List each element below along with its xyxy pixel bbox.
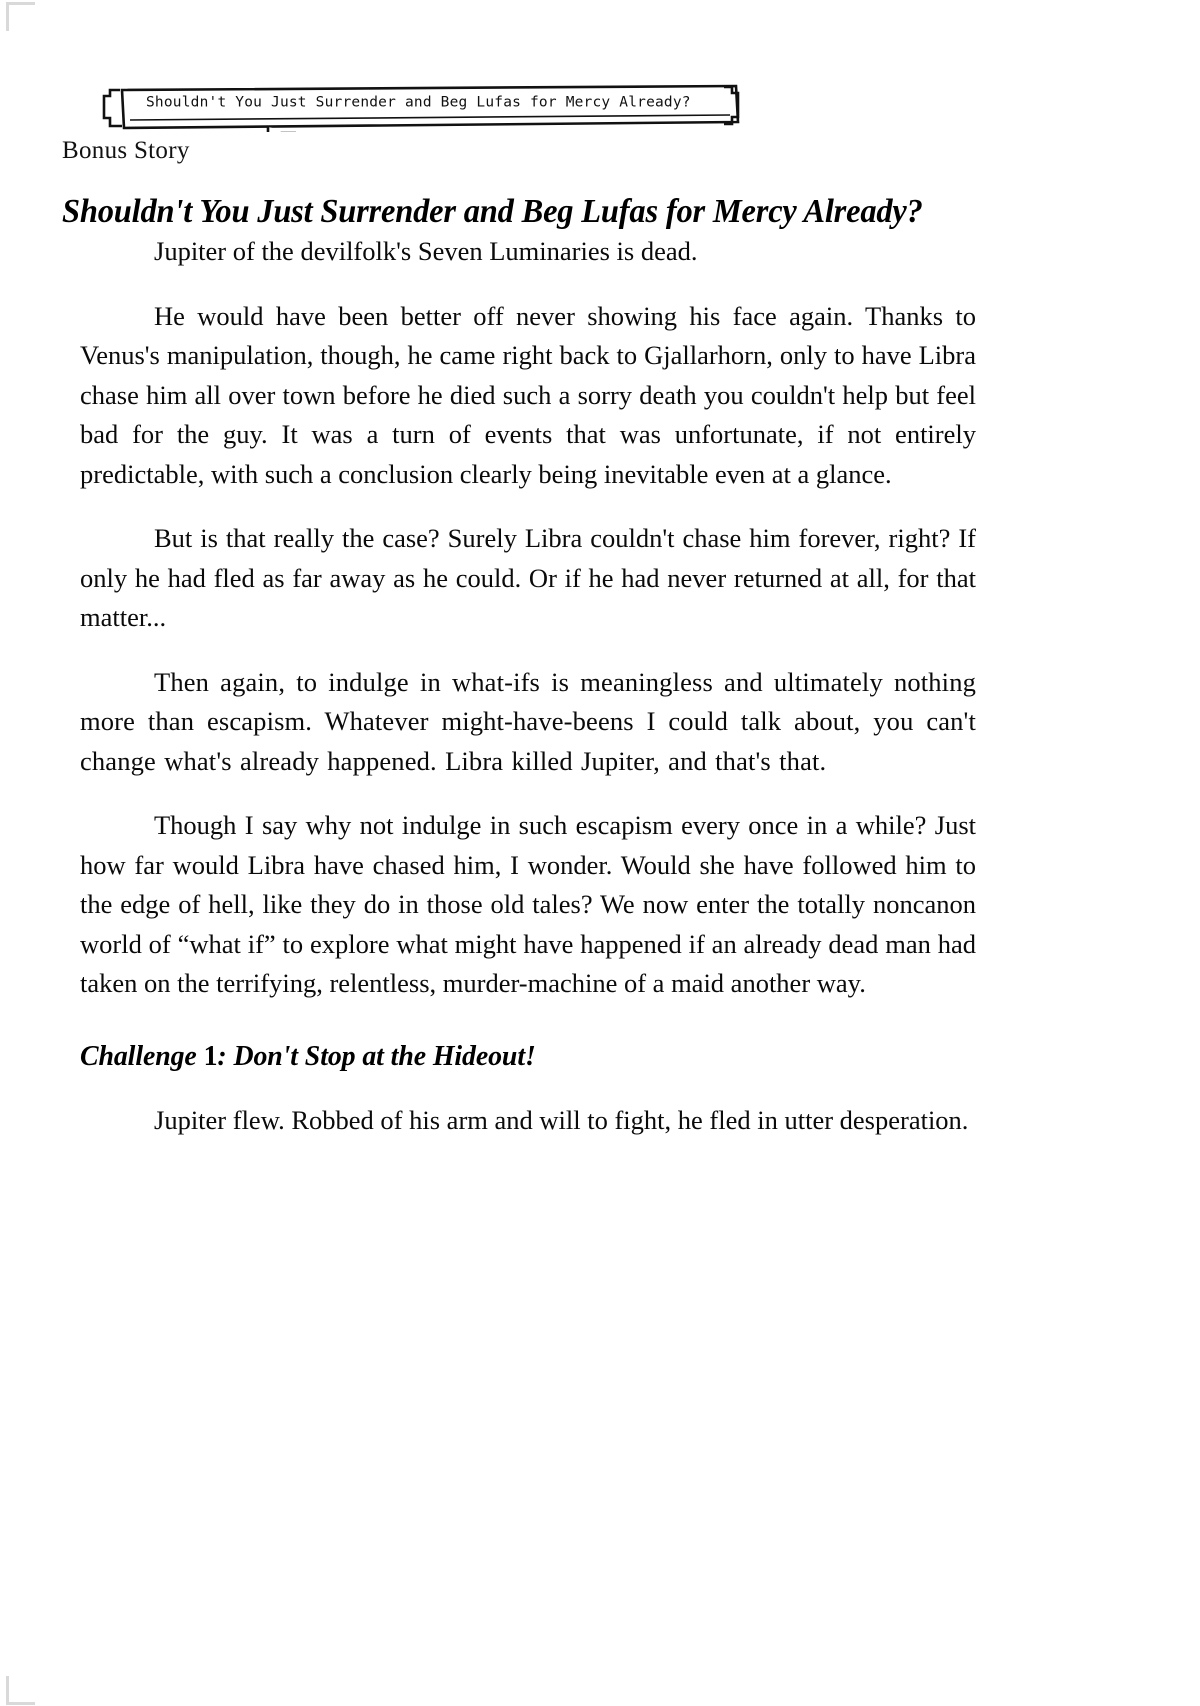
bonus-story-label: Bonus Story (62, 137, 190, 164)
body-paragraph: Jupiter flew. Robbed of his arm and will to fight, he fled in utter desperation. (154, 1104, 969, 1135)
crop-mark-bottom-left (6, 1676, 35, 1705)
page-title: Shouldn't You Just Surrender and Beg Lufas for Mercy Already? (62, 192, 923, 230)
challenge-heading (80, 1037, 940, 1075)
body-paragraph: He would have been better off never showing his face again. Thanks to Venus's manipulation, though, he came right back to Gjallarhorn, only to have Libra chase him all over town before he died such a sorry death you couldn't help but feel bad for the guy. It was a turn of events that was unfortunate, if not entirely predictable, with such a conclusion clearly being inevitable even at a glance. (80, 300, 976, 489)
body-paragraph: Though I say why not indulge in such escapism every once in a while? Just how far would Libra have chased him, I wonder. Would she have followed him to the edge of hell, like they do in those old tales? We now enter the totally noncanon world of “what if” to explore what might have happened if an already dead man had taken on the terrifying, relentless, murder-machine of a maid another way. (80, 810, 976, 998)
challenge-subtitle: Don't Stop at the Hideout! (233, 1039, 536, 1072)
challenge-separator: : (217, 1039, 234, 1072)
body-column (80, 232, 976, 1140)
running-header (100, 84, 740, 132)
crop-mark-top-left (6, 2, 35, 31)
body-paragraph: But is that really the case? Surely Libra couldn't chase him forever, right? If only he had fled as far away as he could. Or if he had never returned at all, for that matter... (80, 523, 976, 632)
body-paragraph: Jupiter of the devilfolk's Seven Luminaries is dead. (154, 236, 698, 266)
challenge-prefix: Challenge (80, 1039, 197, 1072)
running-header-text: Shouldn't You Just Surrender and Beg Lufas for Mercy Already? (146, 95, 691, 111)
challenge-number: 1 (203, 1039, 218, 1072)
body-paragraph: Then again, to indulge in what-ifs is meaningless and ultimately nothing more than escapism. Whatever might-have-beens I could talk about, you can't change what's already happened. Libra killed Jupiter, and that's that. (80, 666, 976, 776)
